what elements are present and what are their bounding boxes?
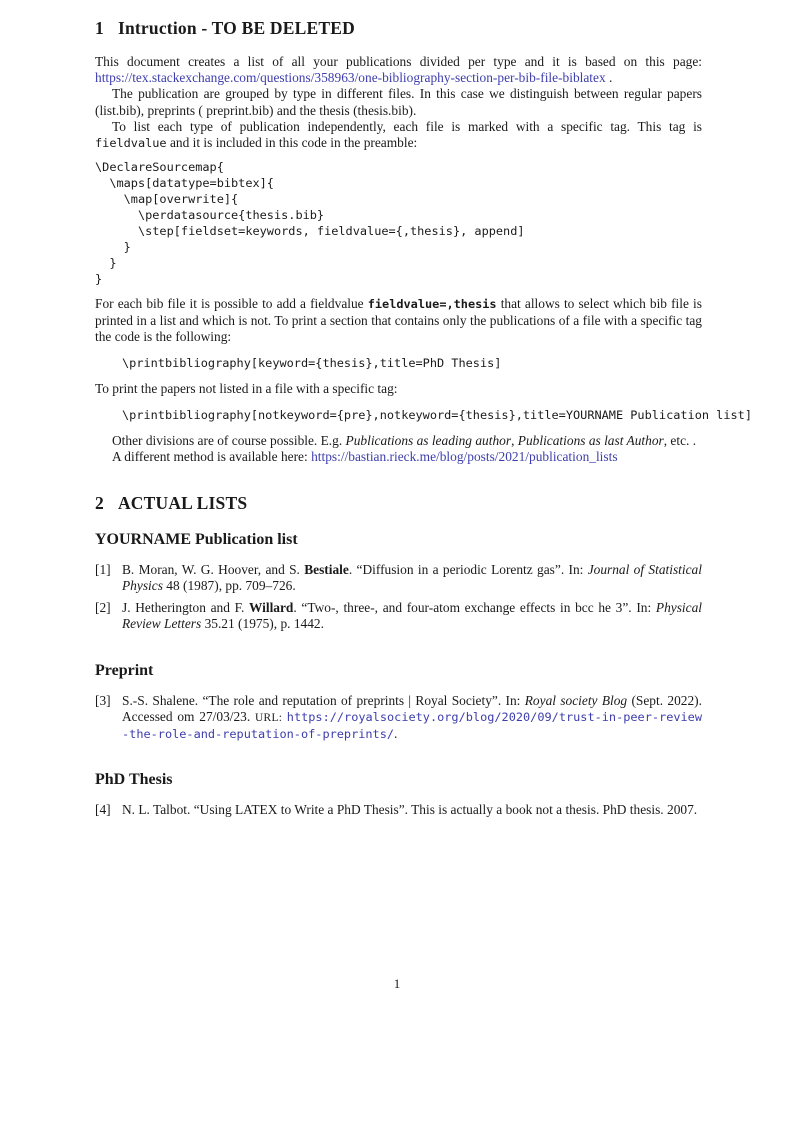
- entry-authors: B. Moran, W. G. Hoover, and S.: [122, 561, 305, 577]
- inline-code-fieldvalue: fieldvalue: [95, 136, 167, 151]
- section-2-number: 2: [95, 492, 104, 513]
- entry-details: 35.21 (1975), p. 1442.: [201, 616, 324, 632]
- paragraph-text: ,: [511, 433, 518, 449]
- publication-list-heading: YOURNAME Publication list: [95, 530, 298, 548]
- italic-example-1: Publications as leading author: [345, 433, 512, 449]
- entry-title: . “Diffusion in a periodic Lorentz gas”. In:: [348, 561, 588, 577]
- bib-entry-text: [122, 693, 702, 743]
- stackexchange-link[interactable]: https://tex.stackexchange.com/questions/358963/one-bibliography-section-per-bib-file-biblatex: [95, 70, 606, 86]
- intro-paragraph-2: The publication are grouped by type in different files. In this case we distinguish between regular papers (list.bib), preprints ( preprint.bib) and the thesis (thesis.bib).: [95, 86, 702, 118]
- italic-example-2: Publications as last Author: [517, 433, 664, 449]
- bib-entry-text: N. L. Talbot. “Using LATEX to Write a PhD Thesis”. This is actually a book not a thesis. PhD thesis. 2007.: [122, 802, 698, 818]
- entry-title: . “Two-, three-, and four-atom exchange effects in bcc he 3”. In:: [293, 600, 656, 616]
- preprint-heading: Preprint: [95, 661, 154, 679]
- page-number: 1: [393, 976, 401, 991]
- entry-journal: Royal society Blog: [524, 692, 628, 708]
- bib-entry-1: [95, 562, 702, 594]
- bib-entry-label: [3]: [95, 692, 111, 708]
- paragraph-text: A different method is available here:: [112, 449, 312, 465]
- phd-thesis-heading: PhD Thesis: [95, 771, 173, 789]
- latex-sourcemap-code-block: [95, 160, 702, 287]
- intro-paragraph-4: [95, 296, 702, 345]
- printbibliography-command-2: \printbibliography[notkeyword={pre},notkeyword={thesis},title=YOURNAME Publication list]: [122, 408, 752, 423]
- bib-entry-text: [122, 562, 702, 594]
- code-line: \DeclareSourcemap{: [95, 160, 224, 175]
- bib-entry-4: [95, 802, 702, 818]
- url-label: URL:: [255, 711, 287, 724]
- page-content: [95, 18, 752, 824]
- intro-paragraph-5: To print the papers not listed in a file with a specific tag:: [95, 381, 398, 397]
- intro-paragraph-1: [95, 54, 702, 86]
- entry-authors: S.-S. Shalene. “The role and reputation of preprints | Royal Society”. In:: [122, 692, 525, 708]
- bib-entry-3: [95, 693, 702, 743]
- bib-entry-label: [4]: [95, 802, 111, 818]
- royalsociety-link[interactable]: https://royalsociety.org/blog/2020/09/trust-in-peer-review-the-role-and-reputation-of-preprints/: [122, 709, 702, 741]
- entry-authors: J. Hetherington and F.: [122, 600, 249, 616]
- entry-journal: Physical Review Letters: [122, 600, 702, 632]
- bib-entry-text: [122, 600, 702, 632]
- code-line: \perdatasource{thesis.bib}: [95, 207, 325, 222]
- section-1-heading: [95, 18, 702, 39]
- paragraph-text: .: [605, 70, 613, 86]
- entry-author-bold: Bestiale: [304, 561, 349, 577]
- bib-entry-label: [2]: [95, 600, 111, 616]
- paragraph-text: To list each type of publication independently, each file is marked with a specific tag. This tag is: [112, 118, 702, 134]
- section-2-heading: [95, 493, 702, 514]
- paragraph-text: and it is included in this code in the preamble:: [166, 135, 418, 151]
- code-line: }: [95, 255, 117, 270]
- code-line: }: [95, 271, 103, 286]
- paragraph-text: that allows to select which bib file is printed in a list and which is not. To print a section that contains only the publications of a file with a specific tag the code is the following:: [95, 296, 702, 344]
- entry-details: 48 (1987), pp. 709–726.: [162, 577, 296, 593]
- code-line: }: [95, 239, 131, 254]
- section-2-title: ACTUAL LISTS: [117, 492, 248, 513]
- code-line: \step[fieldset=keywords, fieldvalue={,thesis}, append]: [95, 223, 525, 238]
- paragraph-text: Other divisions are of course possible. E.g.: [112, 433, 346, 449]
- code-line: \maps[datatype=bibtex]{: [95, 176, 274, 191]
- bib-entry-label: [1]: [95, 561, 111, 577]
- section-1-title: Intruction - TO BE DELETED: [117, 18, 355, 38]
- code-line: \map[overwrite]{: [95, 192, 239, 207]
- intro-paragraph-7: [95, 449, 702, 465]
- rieck-blog-link[interactable]: https://bastian.rieck.me/blog/posts/2021/publication_lists: [311, 449, 618, 465]
- entry-journal: Journal of Statistical Physics: [122, 561, 702, 593]
- paragraph-text: , etc. .: [663, 433, 697, 449]
- entry-details: .: [394, 725, 398, 741]
- printbibliography-command-1: \printbibliography[keyword={thesis},title=PhD Thesis]: [122, 356, 502, 371]
- section-1-number: 1: [95, 18, 104, 38]
- entry-details: (Sept. 2022). Accessed om 27/03/23.: [122, 692, 702, 724]
- intro-paragraph-3: [95, 119, 702, 151]
- paragraph-text: This document creates a list of all your publications divided per type and it is based on this page:: [95, 54, 702, 69]
- paragraph-text: For each bib file it is possible to add a fieldvalue: [95, 296, 368, 312]
- inline-code-fieldvalue-thesis: fieldvalue=,thesis: [367, 297, 497, 312]
- entry-author-bold: Willard: [248, 600, 294, 616]
- bib-entry-2: [95, 600, 702, 632]
- intro-paragraph-6: [95, 433, 702, 449]
